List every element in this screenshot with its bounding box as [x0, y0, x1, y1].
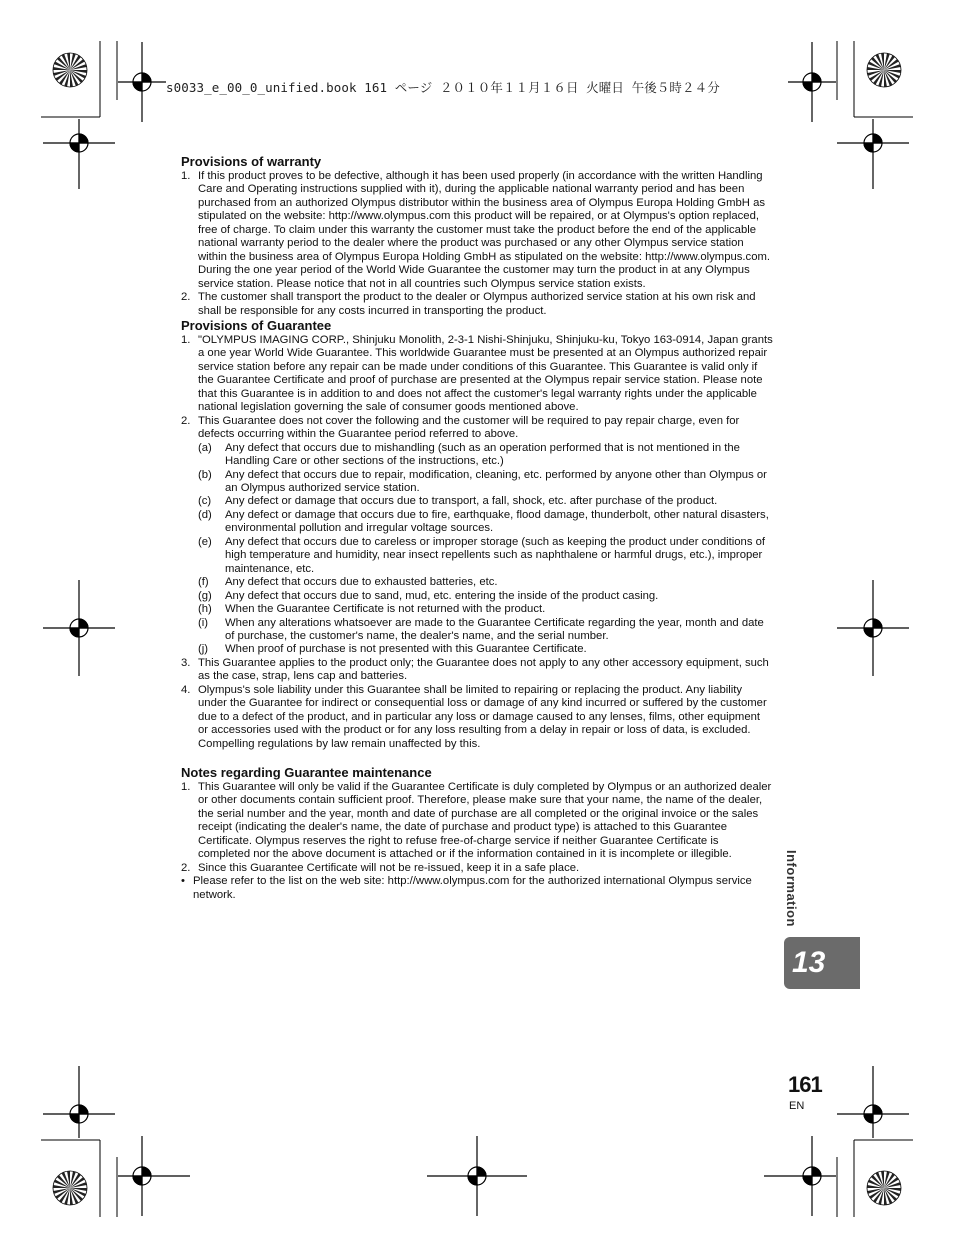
- item-number: 1.: [181, 781, 191, 794]
- item-number: 2.: [181, 414, 191, 427]
- sub-item-letter: (f): [198, 576, 209, 589]
- sub-item: [181, 509, 773, 536]
- sub-item: [181, 576, 773, 589]
- print-info-header: s0033_e_00_0_unified.book 161 ページ ２０１０年１１月１６日 火曜日 午後５時２４分: [166, 80, 720, 95]
- sub-item-text: Any defect that occurs due to sand, mud, etc. entering the inside of the product casing.: [225, 589, 659, 602]
- maintenance-list: [181, 781, 773, 902]
- star-wheel-mark: [53, 1171, 87, 1205]
- star-wheel-mark: [53, 53, 87, 87]
- sub-item: [181, 643, 773, 656]
- sub-item-text: Any defect that occurs due to repair, modification, cleaning, etc. performed by anyone other than Olympus or an Olympus authorized service station.: [225, 468, 767, 494]
- list-item: [181, 170, 773, 291]
- sub-item-letter: (e): [198, 535, 212, 548]
- bullet-text: Please refer to the list on the web site: http://www.olympus.com for the authorized international Olympus service network.: [193, 875, 752, 901]
- sub-item: [181, 617, 773, 644]
- sub-item-text: When the Guarantee Certificate is not returned with the product.: [225, 603, 546, 616]
- sub-item: [181, 469, 773, 496]
- item-text: This Guarantee does not cover the following and the customer will be required to pay repair charge, even for defects occurring within the Guarantee period referred to above.: [198, 414, 740, 441]
- chapter-number: 13: [792, 946, 826, 979]
- item-number: 3.: [181, 656, 191, 669]
- warranty-list: [181, 170, 773, 318]
- list-item: [181, 657, 773, 684]
- sub-item-text: Any defect that occurs due to mishandling (such as an operation performed that is not mentioned in the Handling Care or other sections of the instructions, etc.): [225, 441, 740, 468]
- item-number: 2.: [181, 291, 191, 304]
- item-number: 1.: [181, 333, 191, 346]
- section-side-label: Information: [784, 850, 799, 927]
- sub-item-letter: (i): [198, 616, 209, 629]
- list-item: [181, 334, 773, 415]
- bullet-mark: •: [181, 875, 185, 888]
- sub-item-letter: (d): [198, 508, 212, 521]
- sub-item-text: When proof of purchase is not presented with this Guarantee Certificate.: [225, 643, 587, 656]
- item-text: The customer shall transport the product to the dealer or Olympus authorized service station at his own risk and shall be responsible for any costs incurred in transporting the product.: [198, 291, 756, 317]
- sub-item-letter: (a): [198, 441, 212, 454]
- sub-item: [181, 536, 773, 576]
- sub-item-letter: (j): [198, 643, 209, 656]
- section-title-maintenance: Notes regarding Guarantee maintenance: [181, 765, 432, 781]
- section-title-warranty: Provisions of warranty: [181, 154, 322, 169]
- sub-item: [181, 603, 773, 616]
- list-item: [181, 862, 773, 875]
- list-item: [181, 291, 773, 318]
- guarantee-list: [181, 334, 773, 751]
- star-wheel-mark: [867, 53, 901, 87]
- sub-item-text: Any defect or damage that occurs due to transport, a fall, shock, etc. after purchase of the product.: [225, 495, 718, 508]
- item-number: 4.: [181, 683, 191, 696]
- sub-item: [181, 495, 773, 508]
- sub-item-letter: (h): [198, 603, 212, 616]
- list-item: [181, 415, 773, 442]
- item-text: "OLYMPUS IMAGING CORP., Shinjuku Monolith, 2-3-1 Nishi-Shinjuku, Shinjuku-ku, Tokyo 163-0914, Japan grants a one year World Wide Guarantee. This worldwide Guarantee must be presented at an Olympus authorized repair service station before any repair can be made under conditions of this Guarantee. This Guarantee is valid only if the Guarantee Certificate and proof of purchase are presented at the Olympus repair service station. Please note that this Guarantee is in addition to and does not affect the customer's legal warranty rights under the applicable national legislation governing the sale of consumer goods mentioned above.: [198, 333, 773, 414]
- bullet-note: [181, 875, 773, 902]
- page-number: 161: [788, 1072, 822, 1097]
- sub-item-letter: (c): [198, 495, 212, 508]
- section-title-guarantee: Provisions of Guarantee: [181, 317, 332, 333]
- star-wheel-mark: [867, 1171, 901, 1205]
- item-number: 2.: [181, 861, 191, 874]
- item-text: Olympus's sole liability under this Guarantee shall be limited to repairing or replacing the product. Any liability under the Guarantee for indirect or consequential loss or damage of any kind incurred or suffered by the customer due to a defect of the product, and in particular any loss or damage caused to any lenses, films, other equipment or accessories used with the product or for any loss resulting from a delay in repair or loss of data, is excluded. Compelling regulations by law remain unaffected by this.: [198, 683, 767, 750]
- item-text: Since this Guarantee Certificate will not be re-issued, keep it in a safe place.: [198, 861, 580, 874]
- sub-item: [181, 590, 773, 603]
- sub-item: [181, 442, 773, 469]
- sub-item-text: Any defect that occurs due to careless or improper storage (such as keeping the product under conditions of high temperature and humidity, near insect repellents such as naphthalene or harmful drugs, etc.), improper maintenance, etc.: [225, 535, 766, 575]
- sub-item-text: When any alterations whatsoever are made to the Guarantee Certificate regarding the year, month and date of purchase, the customer's name, the dealer's name, and the serial number.: [225, 616, 764, 642]
- item-text: If this product proves to be defective, although it has been used properly (in accordance with the written Handling Care and Operating instructions supplied with it), during the applicable national warranty period and has been purchased from an authorized Olympus distributor within the business area of Olympus Europa Holding GmbH as stipulated on the website: http://www.olympus.com this product will be repaired, or at Olympus's option replaced, free of charge. To claim under this warranty the customer must take the product before the end of the applicable national warranty period to the dealer where the product was purchased or any other Olympus service station within the business area of Olympus Europa Holding GmbH as stipulated on the website: http://www.olympus.com. During the one year period of the World Wide Guarantee the customer may turn the product in at any Olympus service station. Please notice that not in all countries such Olympus service station exists.: [198, 170, 771, 290]
- language-code: EN: [789, 1100, 805, 1112]
- sub-item-text: Any defect that occurs due to exhausted batteries, etc.: [225, 576, 498, 589]
- list-item: [181, 781, 773, 862]
- list-item: [181, 684, 773, 751]
- sub-item-letter: (g): [198, 589, 212, 602]
- main-content: [181, 154, 773, 902]
- item-text: This Guarantee applies to the product only; the Guarantee does not apply to any other accessory equipment, such as the case, strap, lens cap and batteries.: [198, 656, 769, 683]
- sub-item-letter: (b): [198, 468, 212, 481]
- item-number: 1.: [181, 170, 191, 182]
- chapter-tab: [784, 937, 860, 989]
- item-text: This Guarantee will only be valid if the Guarantee Certificate is duly completed by Olympus or an authorized dealer or other documents contain sufficient proof. Therefore, please make sure that your name, the name of the dealer, the serial number and the year, month and date of purchase are all completed or the original invoice or the sales receipt (indicating the dealer's name, the date of purchase and product type) is attached to this Guarantee Certificate. Olympus reserves the right to refuse free-of-charge service if neither Guarantee Certificate is completed nor the above document is attached or if the information contained in it is incomplete or illegible.: [198, 781, 772, 861]
- sub-item-text: Any defect or damage that occurs due to fire, earthquake, flood damage, thunderbolt, other natural disasters, environmental pollution and irregular voltage sources.: [225, 508, 769, 535]
